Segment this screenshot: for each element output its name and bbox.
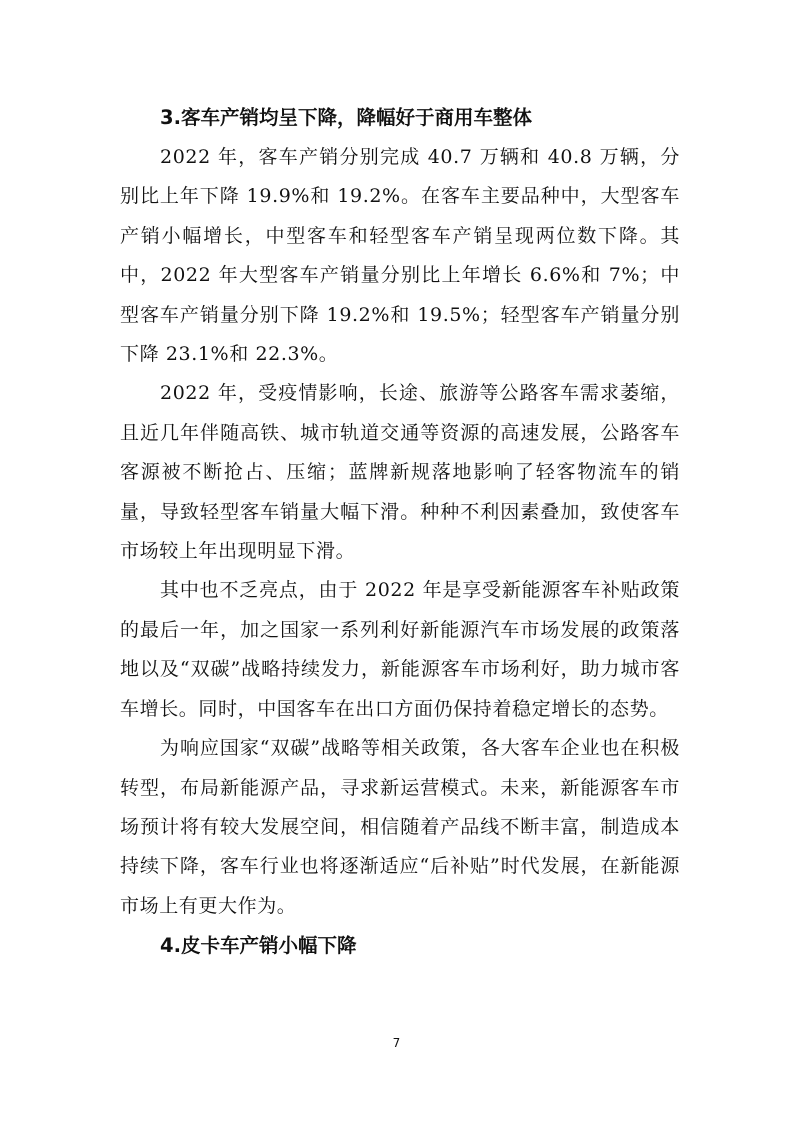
paragraph-bus-output: 2022 年，客车产销分别完成 40.7 万辆和 40.8 万辆，分别比上年下降 19.9%和 19.2%。在客车主要品种中，大型客车产销小幅增长，中型客车和轻型客车产销呈现两位数下降。其中，2022 年大型客车产销量分别比上年增长 6.6%和 7%；中型客车产销量分别下降 19.2%和 19.5%；轻型客车产销量分别下降 23.1%和 22.3%。 [120,146,680,366]
page-number: 7 [392,1036,401,1050]
paragraph-bus-outlook: 为响应国家“双碳”战略等相关政策，各大客车企业也在积极转型，布局新能源产品，寻求新运营模式。未来，新能源客车市场预计将有较大发展空间，相信随着产品线不断丰富，制造成本持续下降，客车行业也将逐渐适应“后补贴”时代发展，在新能源市场上有更大作为。 [120,737,680,917]
section-heading-pickup: 4.皮卡车产销小幅下降 [160,934,357,958]
page-body [120,98,680,966]
paragraph-bus-decline-causes: 2022 年，受疫情影响，长途、旅游等公路客车需求萎缩，且近几年伴随高铁、城市轨道交通等资源的高速发展，公路客车客源被不断抢占、压缩；蓝牌新规落地影响了轻客物流车的销量，导致轻型客车销量大幅下滑。种种不利因素叠加，致使客车市场较上年出现明显下滑。 [120,382,680,563]
paragraph-bus-highlights: 其中也不乏亮点，由于 2022 年是享受新能源客车补贴政策的最后一年，加之国家一系列利好新能源汽车市场发展的政策落地以及“双碳”战略持续发力，新能源客车市场利好，助力城市客车增长。同时，中国客车在出口方面仍保持着稳定增长的态势。 [120,579,680,720]
section-heading-bus: 3.客车产销均呈下降，降幅好于商用车整体 [160,106,532,129]
